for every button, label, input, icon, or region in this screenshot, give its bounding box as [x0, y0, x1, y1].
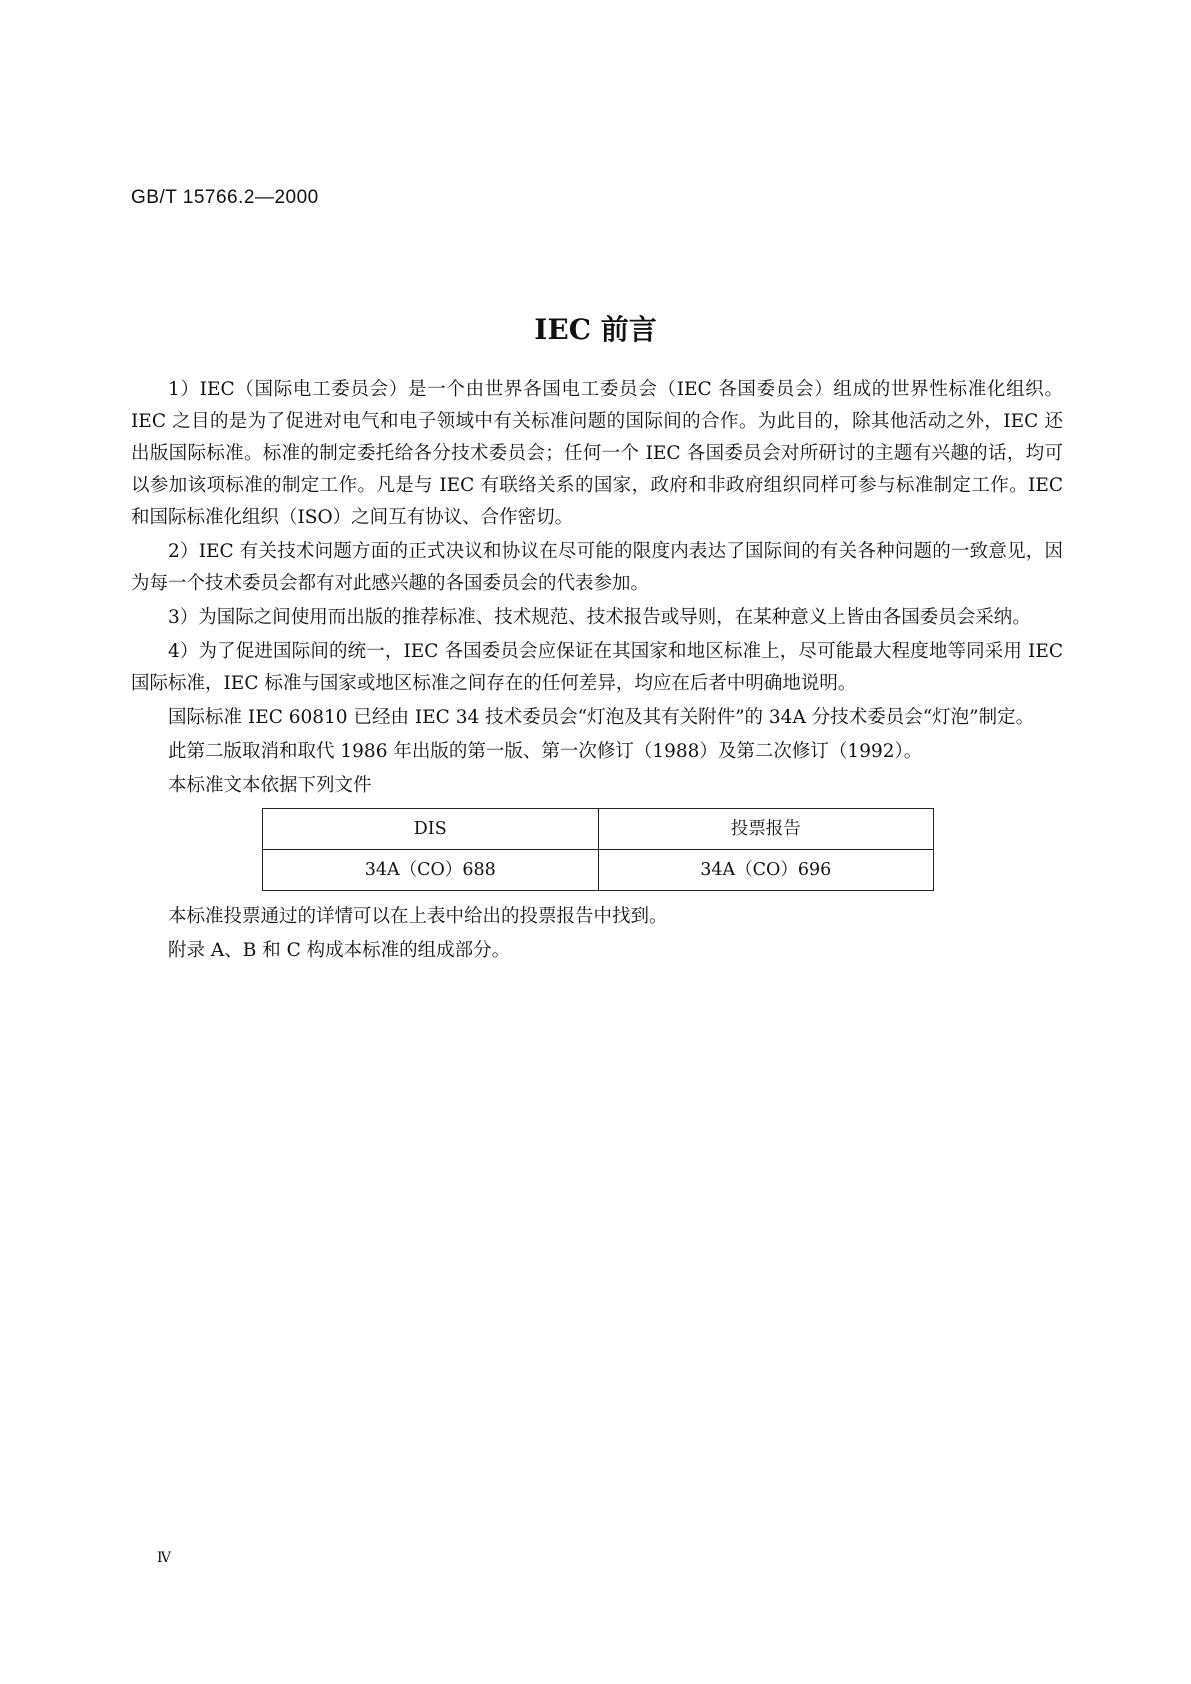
body-text: [131, 374, 1063, 969]
paragraph-2: 2）IEC 有关技术问题方面的正式决议和协议在尽可能的限度内表达了国际间的有关各种问题的一致意见，因为每一个技术委员会都有对此感兴趣的各国委员会的代表参加。: [131, 541, 1063, 594]
table-cell-vote-report: 34A（CO）696: [598, 850, 934, 891]
page-title: IEC 前言: [534, 313, 657, 346]
voting-table: [262, 808, 934, 891]
paragraph-8: 本标准投票通过的详情可以在上表中给出的投票报告中找到。: [168, 906, 668, 927]
table-header-dis: DIS: [263, 809, 599, 850]
paragraph-7: 本标准文本依据下列文件: [168, 775, 372, 796]
page-number: Ⅳ: [157, 1550, 171, 1566]
table-header-vote-report: 投票报告: [598, 809, 934, 850]
paragraph-5: 国际标准 IEC 60810 已经由 IEC 34 技术委员会“灯泡及其有关附件”的 34A 分技术委员会“灯泡”制定。: [168, 707, 1035, 728]
paragraph-6: 此第二版取消和取代 1986 年出版的第一版、第一次修订（1988）及第二次修订（1992）。: [168, 741, 923, 762]
paragraph-9: 附录 A、B 和 C 构成本标准的组成部分。: [168, 940, 511, 961]
document-number: GB/T 15766.2—2000: [131, 187, 319, 208]
paragraph-4: 4）为了促进国际间的统一，IEC 各国委员会应保证在其国家和地区标准上，尽可能最大程度地等同采用 IEC 国际标准，IEC 标准与国家或地区标准之间存在的任何差异，均应在后者中明确地说明。: [131, 641, 1063, 694]
table-cell-dis: 34A（CO）688: [263, 850, 599, 891]
paragraph-1: 1）IEC（国际电工委员会）是一个由世界各国电工委员会（IEC 各国委员会）组成的世界性标准化组织。IEC 之目的是为了促进对电气和电子领域中有关标准问题的国际间的合作。为此目的，除其他活动之外，IEC 还出版国际标准。标准的制定委托给各分技术委员会；任何一个 IEC 各国委员会对所研讨的主题有兴趣的话，均可以参加该项标准的制定工作。凡是与 IEC 有联络关系的国家，政府和非政府组织同样可参与标准制定工作。IEC 和国际标准化组织（ISO）之间互有协议、合作密切。: [131, 379, 1063, 528]
table-row: [263, 850, 934, 891]
table-header-row: [263, 809, 934, 850]
paragraph-3: 3）为国际之间使用而出版的推荐标准、技术规范、技术报告或导则，在某种意义上皆由各国委员会采纳。: [168, 607, 1031, 628]
